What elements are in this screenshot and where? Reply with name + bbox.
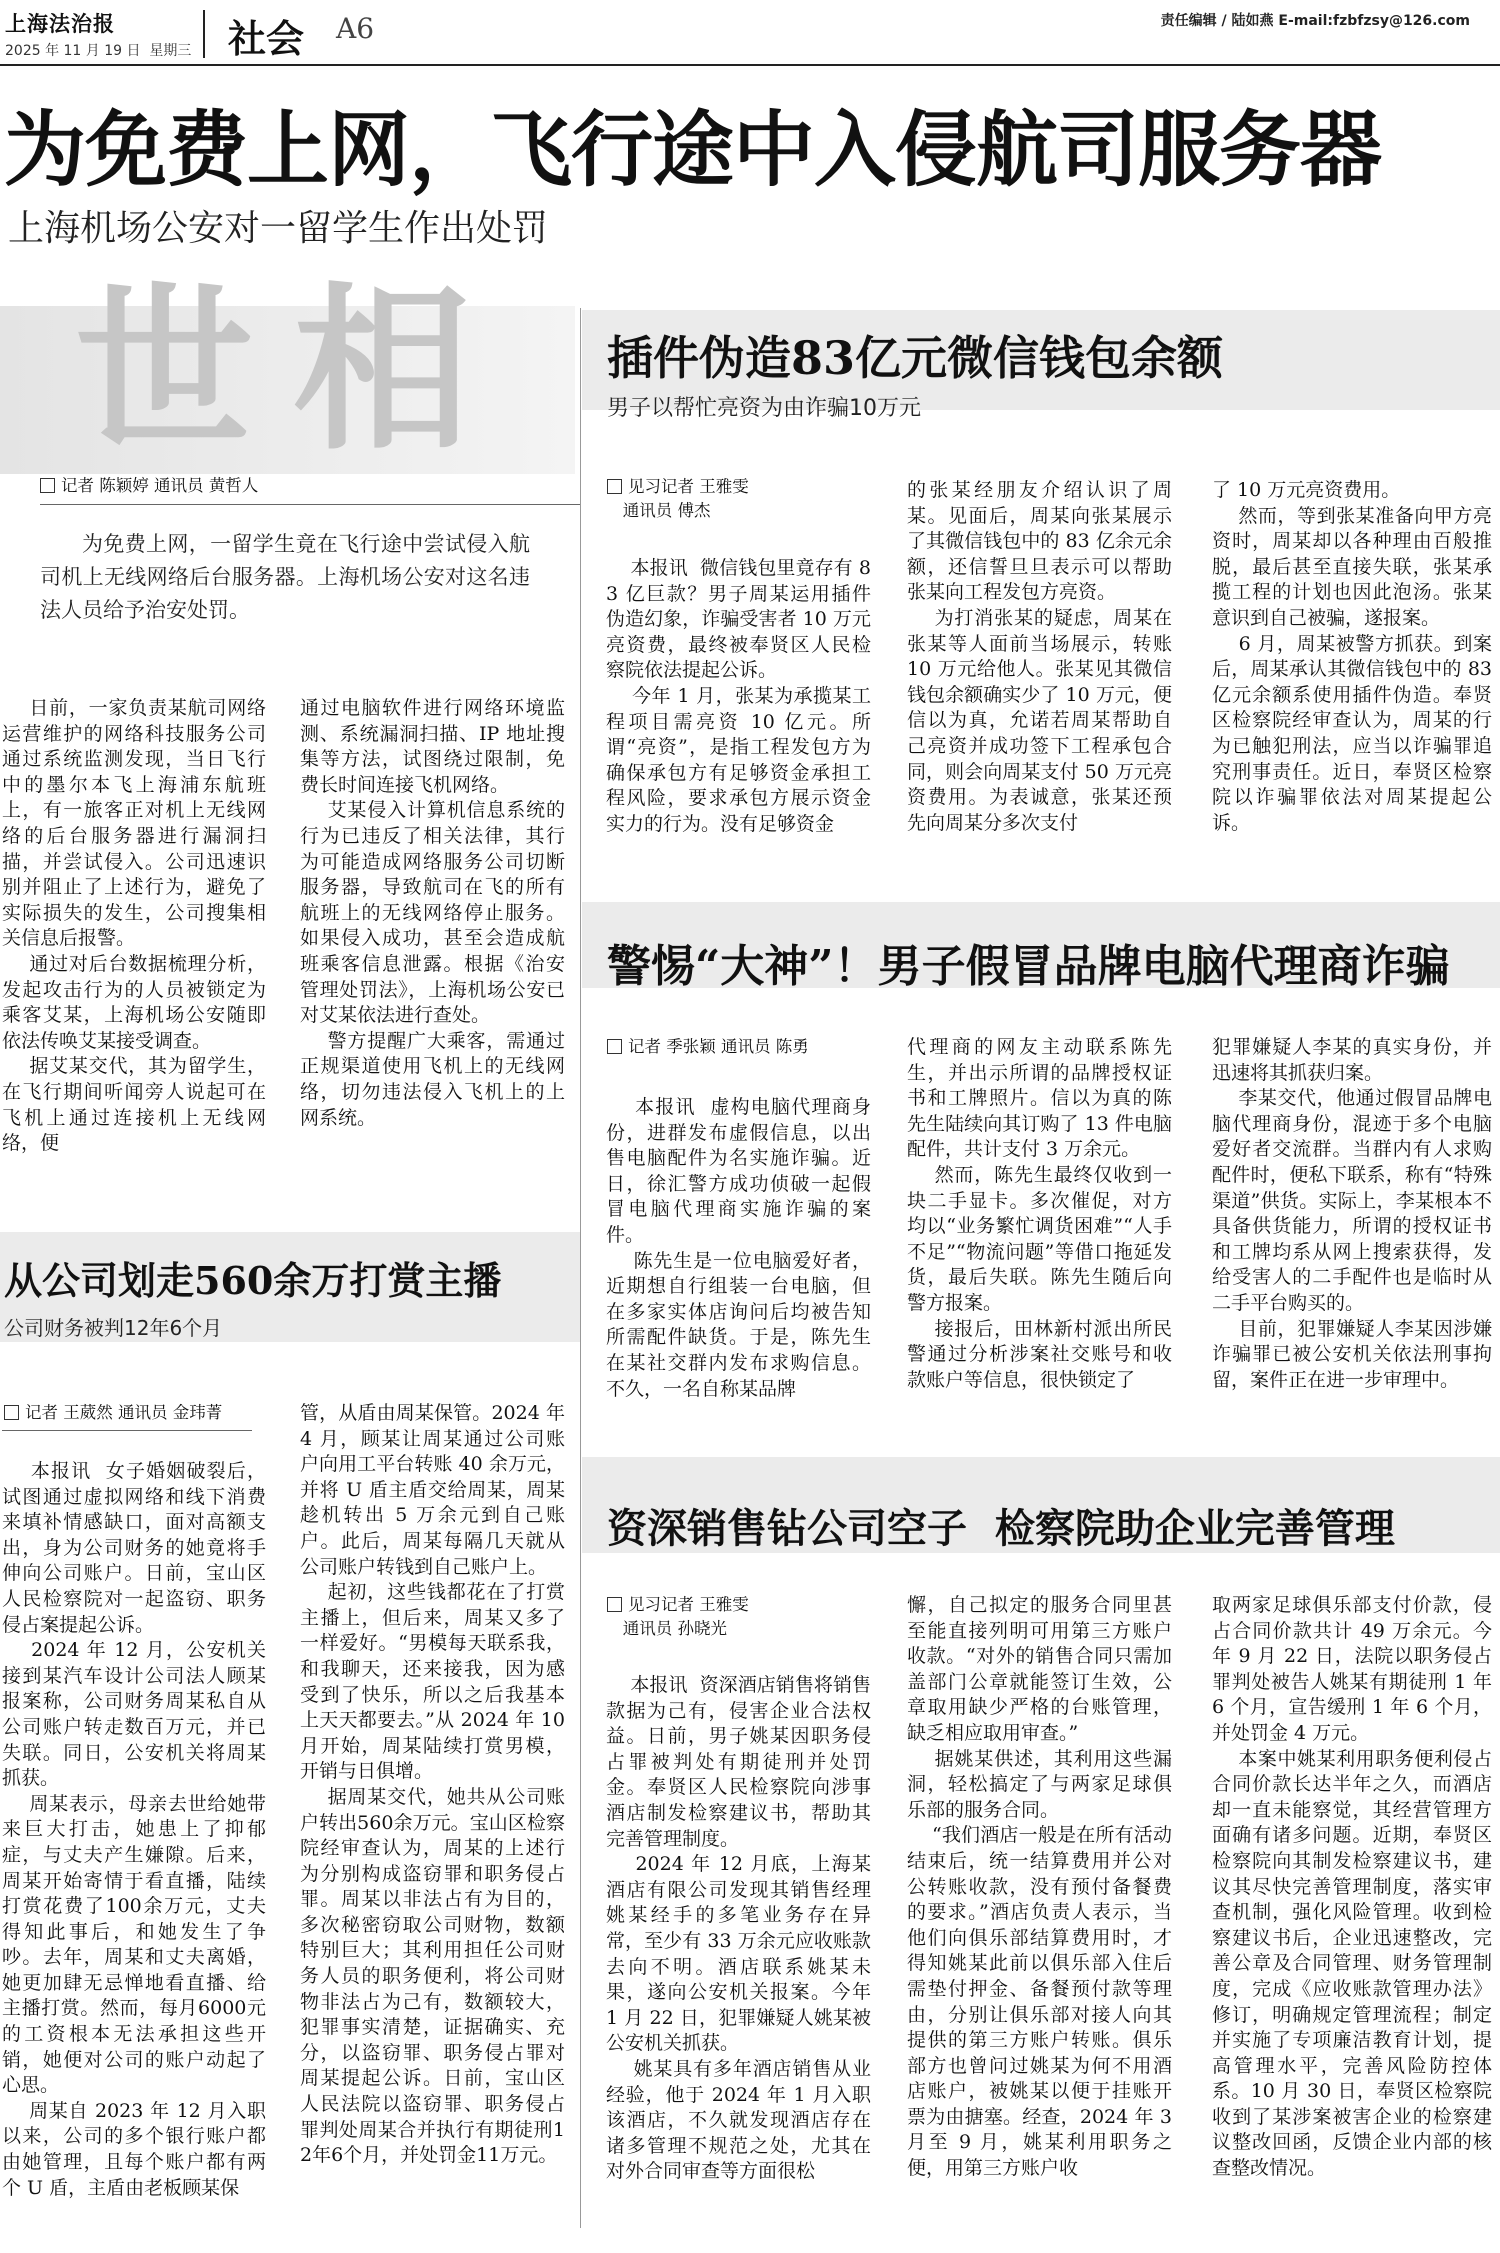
issue-date: 2025 年 11 月 19 日 星期三 (5, 43, 192, 59)
story3-byline-text: 记者 季张颖 通讯员 陈勇 (628, 1037, 809, 1056)
top-story-col1: 日前，一家负责某航司网络运营维护的网络科技服务公司通过系统监测发现，当日飞行中的墨尔本飞上海浦东航班上，有一旅客正对机上无线网络的后台服务器进行漏洞扫描，并尝试侵入。公司迅速识别并阻止了上述行为，避免了实际损失的发生，公司搜集相关信息后报警。 通过对后台数据梳理分析，发起攻击行为的人员被锁定为乘客艾某，上海机场公安随即依法传唤艾某接受调查。 据艾某交代，其为留学生，在飞行期间听闻旁人说起可在飞机上通过连接机上无线网络，便 (2, 697, 266, 1155)
story2-headline: 插件伪造83亿元微信钱包余额 (607, 331, 1224, 385)
top-story-subhead: 上海机场公安对一留学生作出处罚 (8, 208, 549, 249)
story3-col3: 犯罪嫌疑人李某的真实身份，并迅速将其抓获归案。 李某交代，他通过假冒品牌电脑代理商身份，混迹于多个电脑爱好者交流群。当群内有人求购配件时，便私下联系，称有“特殊渠道”供货。实际上，李某根本不具备供货能力，所谓的授权证书和工牌均系从网上搜索获得，发给受害人的二手配件也是临时从二手平台购买的。 目前，犯罪嫌疑人李某因涉嫌诈骗罪已被公安机关依法刑事拘留，案件正在进一步审理中。 (1212, 1036, 1492, 1391)
top-story-col2: 通过电脑软件进行网络环境监测、系统漏洞扫描、IP 地址搜集等方法，试图绕过限制，免费长时间连接飞机网络。 艾某侵入计算机信息系统的行为已违反了相关法律，其行为可能造成网络服务公司切断服务器，导致航司在飞的所有航班上的无线网络停止服务。如果侵入成功，甚至会造成航班乘客信息泄露。根据《治安管理处罚法》，上海机场公安已对艾某依法进行查处。 警方提醒广大乘客，需通过正规渠道使用飞机上的无线网络，切勿违法侵入飞机上的上网系统。 (300, 697, 565, 1129)
top-story-byline-text: 记者 陈颖婷 通讯员 黄哲人 (61, 476, 259, 495)
byline-box-icon (40, 478, 55, 493)
column-art-text: 世相 (75, 265, 511, 474)
story3-headline: 警惕“大神”！男子假冒品牌电脑代理商诈骗 (607, 941, 1450, 992)
story3-byline (607, 1035, 809, 1059)
story2-col3: 了 10 万元亮资费用。 然而，等到张某准备向甲方亮资时，周某却以各种理由百般推脱，最后甚至直接失联，张某承揽工程的计划也因此泡汤。张某意识到自己被骗，遂报案。 6 月，周某被警方抓获。到案后，周某承认其微信钱包中的 83 亿元余额系使用插件伪造。奉贤区检察院经审查认为，周某的行为已触犯刑法，应当以诈骗罪追究刑事责任。近日，奉贤区检察院以诈骗罪依法对周某提起公诉。 (1212, 479, 1492, 834)
story4-byline-text: 记者 王葳然 通讯员 金玮菁 (25, 1403, 223, 1422)
story5-col2: 懈，自己拟定的服务合同里甚至能直接列明可用第三方账户收款。“对外的销售合同只需加盖部门公章就能签订生效，公章取用缺少严格的台账管理，缺乏相应取用审查。” 据姚某供述，其利用这些漏洞，轻松搞定了与两家足球俱乐部的服务合同。 “我们酒店一般是在所有活动结束后，统一结算费用并公对公转账收款，没有预付备餐费的要求。”酒店负责人表示，当他们向俱乐部结算费用时，才得知姚某此前以俱乐部入住后需垫付押金、备餐预付款等理由，分别让俱乐部对接人向其提供的第三方账户转账。俱乐部方也曾问过姚某为何不用酒店账户，被姚某以便于挂账开票为由搪塞。经查，2024 年 3 月至 9 月，姚某利用职务之便，用第三方账户收 (907, 1594, 1172, 2180)
top-story-lead: 为免费上网，一留学生竟在飞行途中尝试侵入航司机上无线网络后台服务器。上海机场公安对这名违法人员给予治安处罚。 (40, 532, 530, 622)
top-story-headline: 为免费上网，飞行途中入侵航司服务器 (4, 102, 1382, 198)
byline-box-icon (607, 1039, 622, 1054)
header-divider (203, 10, 205, 58)
story4-byline-rule (2, 1430, 252, 1431)
editor-line: 责任编辑 / 陆如燕 E-mail:fzbfzsy@126.com (1160, 13, 1470, 29)
story4-subhead: 公司财务被判12年6个月 (4, 1316, 223, 1340)
byline-box-icon (607, 1597, 622, 1612)
story4-headline: 从公司划走560余万打赏主播 (4, 1258, 502, 1303)
story4-col1: 本报讯 女子婚姻破裂后，试图通过虚拟网络和线下消费来填补情感缺口，面对高额支出，身为公司财务的她竟将手伸向公司账户。日前，宝山区人民检察院对一起盗窃、职务侵占案提起公诉。 2024 年 12 月，公安机关接到某汽车设计公司法人顾某报案称，公司财务周某私自从公司账户转走数百万元，并已失联。同日，公安机关将周某抓获。 周某表示，母亲去世给她带来巨大打击，她患上了抑郁症，与丈夫产生嫌隙。后来，周某开始寄情于看直播，陆续打赏花费了100余万元，丈夫得知此事后，和她发生了争吵。去年，周某和丈夫离婚，她更加肆无忌惮地看直播、给主播打赏。然而，每月6000元的工资根本无法承担这些开销，她便对公司的账户动起了心思。 周某自 2023 年 12 月入职以来，公司的多个银行账户都由她管理，且每个账户都有两个 U 盾，主盾由老板顾某保 (2, 1460, 266, 2199)
vertical-divider (580, 308, 581, 2228)
story5-col3: 取两家足球俱乐部支付价款，侵占合同价款共计 49 万余元。今年 9 月 22 日，法院以职务侵占罪判处被告人姚某有期徒刑 1 年 6 个月，宣告缓刑 1 年 6 个月，并处罚金 4 万元。 本案中姚某利用职务便利侵占合同价款长达半年之久，而酒店却一直未能察觉，其经营管理方面确有诸多问题。近期，奉贤区检察院向其制发检察建议书，建议其尽快完善管理制度，落实审查机制，强化风险管理。收到检察建议书后，企业迅速整改，完善公章及合同管理、财务管理制度，完成《应收账款管理办法》修订，明确规定管理流程；制定并实施了专项廉洁教育计划，提高管理水平，完善风险防控体系。10 月 30 日，奉贤区检察院收到了某涉案被害企业的检察建议整改回函，反馈企业内部的核查整改情况。 (1212, 1594, 1492, 2180)
top-story-byline (40, 474, 258, 498)
story2-byline-text: 见习记者 王雅雯 通讯员 傅杰 (622, 477, 749, 520)
header-rule (0, 64, 1500, 66)
story2-col2: 的张某经朋友介绍认识了周某。见面后，周某向张某展示了其微信钱包中的 83 亿余元余额，还信誓旦旦表示可以帮助张某向工程发包方亮资。 为打消张某的疑虑，周某在张某等人面前当场展示，转账 10 万元给他人。张某见其微信钱包余额确实少了 10 万元，便信以为真，允诺若周某帮助自己亮资并成功签下工程承包合同，则会向周某支付 50 万元亮资费用。为表诚意，张某还预先向周某分多次支付 (907, 479, 1172, 834)
story4-col2: 管，从盾由周某保管。2024 年 4 月，顾某让周某通过公司账户向用工平台转账 40 余万元，并将 U 盾主盾交给周某，周某趁机转出 5 万余元到自己账户。此后，周某每隔几天就从公司账户转钱到自己账户上。 起初，这些钱都花在了打赏主播上，但后来，周某又多了一样爱好。“男模每天联系我，和我聊天，还来接我，因为感受到了快乐，所以之后我基本上天天都要去。”从 2024 年 10 月开始，周某陆续打赏男模，开销与日俱增。 据周某交代，她共从公司账户转出560余万元。宝山区检察院经审查认为，周某的上述行为分别构成盗窃罪和职务侵占罪。周某以非法占有为目的，多次秘密窃取公司财物，数额特别巨大；其利用担任公司财务人员的职务便利，将公司财物非法占为己有，数额较大，犯罪事实清楚，证据确实、充分，以盗窃罪、职务侵占罪对周某提起公诉。日前，宝山区人民法院以盗窃罪、职务侵占罪判处周某合并执行有期徒刑12年6个月，并处罚金11万元。 (300, 1402, 565, 2167)
story5-byline-text: 见习记者 王雅雯 通讯员 孙晓光 (622, 1595, 749, 1638)
section-name: 社会 (228, 16, 305, 61)
story2-byline (607, 475, 749, 523)
newspaper-logo: 上海法治报 (5, 11, 115, 36)
page-number: A6 (336, 12, 375, 45)
story3-col2: 代理商的网友主动联系陈先生，并出示所谓的品牌授权证书和工牌照片。信以为真的陈先生陆续向其订购了 13 件电脑配件，共计支付 3 万余元。 然而，陈先生最终仅收到一块二手显卡。多次催促，对方均以“业务繁忙调货困难”“人手不足”“物流问题”等借口拖延发货，最后失联。陈先生随后向警方报案。 接报后，田林新村派出所民警通过分析涉案社交账号和收款账户等信息，很快锁定了 (907, 1036, 1172, 1391)
story4-byline (4, 1401, 222, 1425)
top-byline-rule (40, 504, 580, 505)
byline-box-icon (607, 479, 622, 494)
byline-box-icon (4, 1405, 19, 1420)
story2-subhead: 男子以帮忙亮资为由诈骗10万元 (607, 396, 921, 421)
story5-col1: 本报讯 资深酒店销售将销售款据为己有，侵害企业合法权益。日前，男子姚某因职务侵占罪被判处有期徒刑并处罚金。奉贤区人民检察院向涉事酒店制发检察建议书，帮助其完善管理制度。 2024 年 12 月底，上海某酒店有限公司发现其销售经理姚某经手的多笔业务存在异常，至少有 33 万余元应收账款去向不明。酒店联系姚某未果，遂向公安机关报案。今年 1 月 22 日，犯罪嫌疑人姚某被公安机关抓获。 姚某具有多年酒店销售从业经验，他于 2024 年 1 月入职该酒店，不久就发现酒店存在诸多管理不规范之处，尤其在对外合同审查等方面很松 (606, 1674, 871, 2183)
story5-byline (607, 1593, 749, 1641)
story3-col1: 本报讯 虚构电脑代理商身份，进群发布虚假信息，以出售电脑配件为名实施诈骗。近日，徐汇警方成功侦破一起假冒电脑代理商实施诈骗的案件。 陈先生是一位电脑爱好者，近期想自行组装一台电脑，但在多家实体店询问后均被告知所需配件缺货。于是，陈先生在某社交群内发布求购信息。不久，一名自称某品牌 (606, 1096, 871, 1400)
story5-headline: 资深销售钻公司空子 检察院助企业完善管理 (607, 1505, 1395, 1552)
story2-col1: 本报讯 微信钱包里竟存有 83 亿巨款？男子周某运用插件伪造幻象，诈骗受害者 10 万元亮资费，最终被奉贤区人民检察院依法提起公诉。 今年 1 月，张某为承揽某工程项目需亮资 10 亿元。所谓“亮资”，是指工程发包方为确保承包方有足够资金承担工程风险，要求承包方展示资金实力的行为。没有足够资金 (606, 557, 871, 835)
